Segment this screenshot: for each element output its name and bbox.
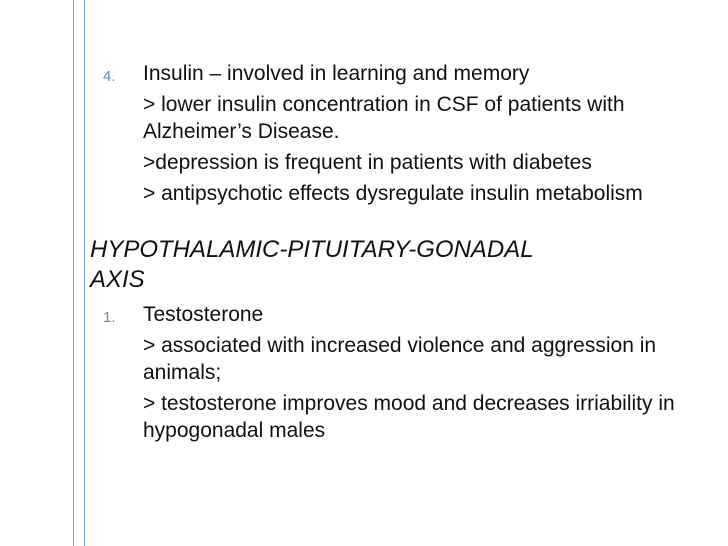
item-title: Insulin – involved in learning and memory [143, 62, 530, 85]
decorative-line-left [73, 0, 74, 546]
detail-line: > associated with increased violence and aggression in animals; [143, 334, 657, 384]
list-number: 4. [103, 68, 116, 85]
item-title: Testosterone [143, 303, 264, 326]
decorative-line-right [84, 0, 85, 546]
list-item-testosterone [90, 301, 720, 328]
detail-line: >depression is frequent in patients with diabetes [143, 151, 592, 174]
list-item-insulin [90, 60, 720, 87]
section-heading [90, 235, 720, 295]
list-number: 1. [103, 309, 116, 326]
heading-line-2: AXIS [90, 266, 145, 293]
heading-line-1: HYPOTHALAMIC-PITUITARY-GONADAL [90, 236, 534, 263]
detail-line: > lower insulin concentration in CSF of patients with Alzheimer’s Disease. [143, 93, 625, 143]
slide-content [90, 60, 720, 444]
detail-line: > antipsychotic effects dysregulate insulin metabolism [143, 182, 643, 205]
detail-line: > testosterone improves mood and decreases irriability in hypogonadal males [143, 392, 675, 442]
